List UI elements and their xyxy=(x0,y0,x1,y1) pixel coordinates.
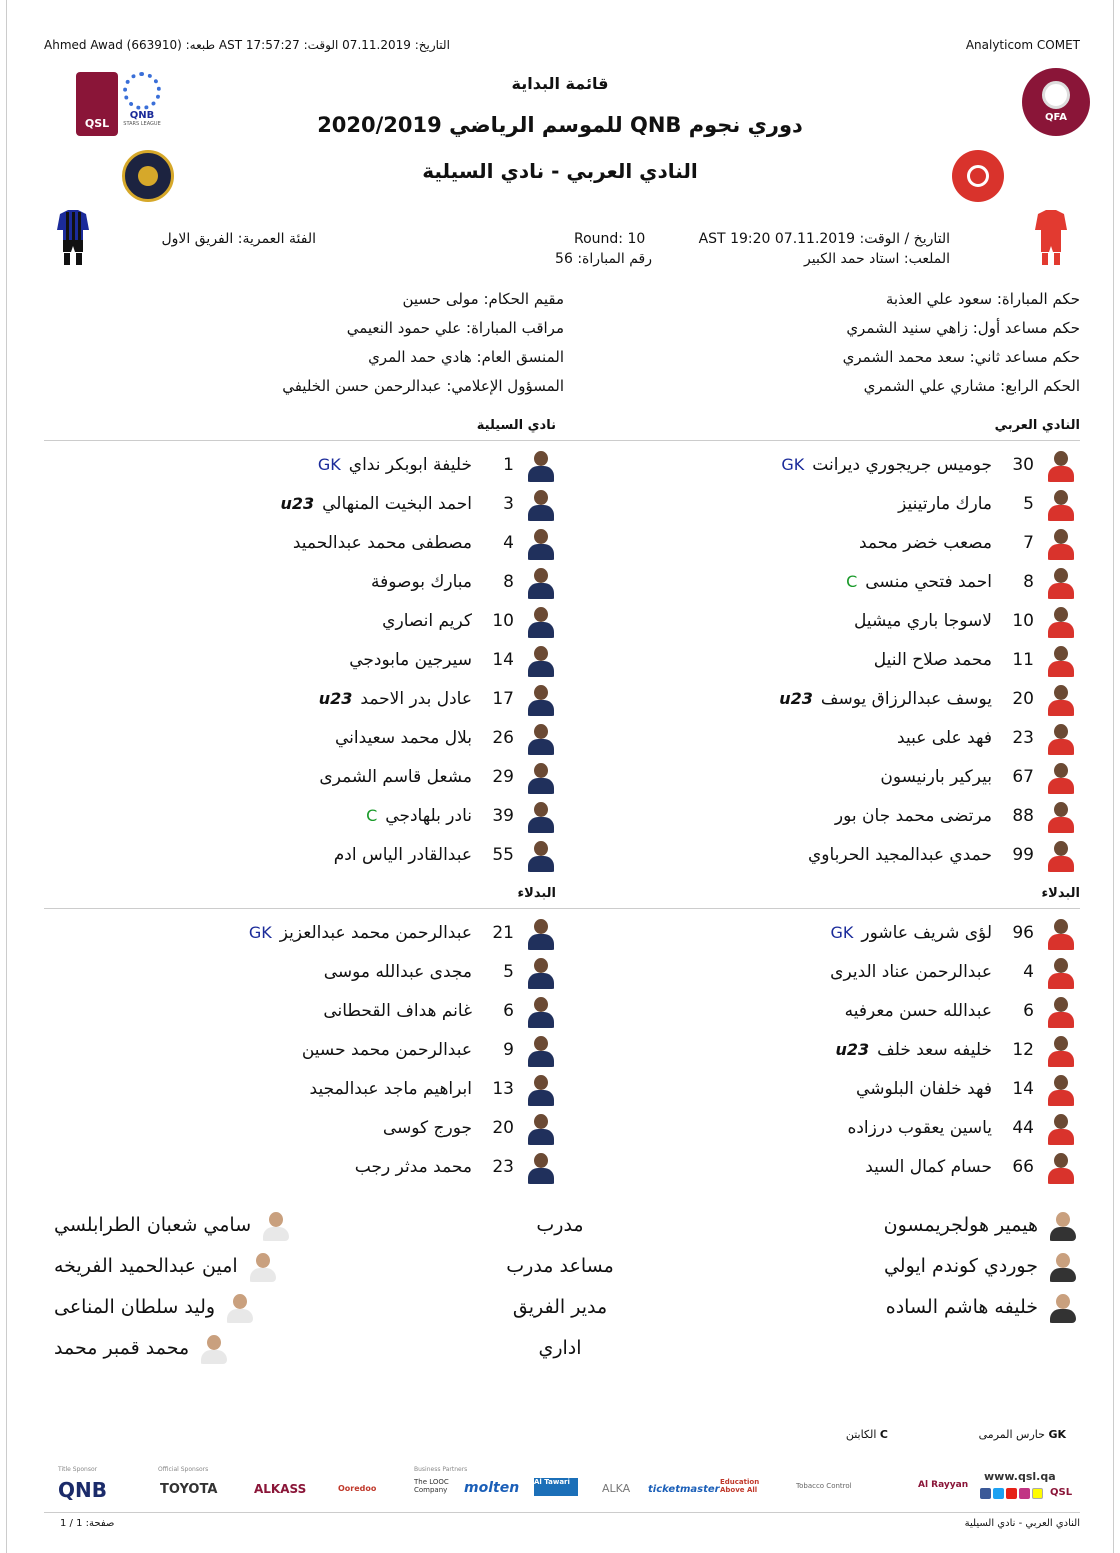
player-number: 3 xyxy=(503,493,514,514)
player-number: 13 xyxy=(492,1078,514,1099)
sponsor-qnb: QNB xyxy=(58,1478,107,1502)
age-group: الفئة العمرية: الفريق الاول xyxy=(161,231,316,247)
player-name: كريم انصاري xyxy=(382,610,472,631)
away-team-header: نادي السيلية xyxy=(476,418,556,433)
player-photo xyxy=(526,994,556,1028)
player-photo xyxy=(526,682,556,716)
divider-footer xyxy=(44,1512,1080,1513)
player-photo xyxy=(1046,448,1076,482)
official-referee: حكم المباراة: سعود علي العذبة xyxy=(885,290,1080,308)
player-name: مجدى عبدالله موسى xyxy=(323,961,472,982)
player-photo xyxy=(526,487,556,521)
player-name: عبدالقادر الياس ادم xyxy=(333,844,472,865)
player-name: لؤى شريف عاشور xyxy=(861,922,992,943)
sponsor-eaa: Education Above All xyxy=(720,1478,760,1494)
away-starters-row xyxy=(36,445,556,484)
captain-badge: C xyxy=(846,572,858,591)
player-name: نادر بلهادجي xyxy=(385,805,472,826)
player-name: خليفه سعد خلف xyxy=(877,1039,992,1060)
home-starters-row xyxy=(556,484,1076,523)
footer-match: النادي العربي - نادي السيلية xyxy=(964,1518,1080,1529)
player-number: 17 xyxy=(492,688,514,709)
player-name: حسام كمال السيد xyxy=(865,1156,992,1177)
sponsor-alka: ALKA xyxy=(602,1482,631,1495)
u23-badge: u23 xyxy=(318,689,353,708)
player-name: محمد مدثر رجب xyxy=(354,1156,472,1177)
away-starters xyxy=(36,445,556,874)
staff-roles xyxy=(460,1204,660,1368)
player-name: جورج كوسى xyxy=(382,1117,472,1138)
away-starters-row xyxy=(36,757,556,796)
player-name: عبدالرحمن محمد عبدالعزيز xyxy=(279,922,472,943)
player-number: 11 xyxy=(1012,649,1034,670)
staff-name: محمد قمبر محمد xyxy=(54,1336,190,1359)
home-subs-row xyxy=(556,1069,1076,1108)
sheet-title: قائمة البداية xyxy=(511,74,609,93)
player-photo xyxy=(526,565,556,599)
official-fourth: الحكم الرابع: مشاري علي الشمري xyxy=(863,377,1080,395)
player-photo xyxy=(1046,916,1076,950)
staff-photo xyxy=(1048,1291,1076,1323)
player-photo xyxy=(526,916,556,950)
divider-top xyxy=(44,440,1080,441)
player-number: 99 xyxy=(1012,844,1034,865)
home-subs xyxy=(556,913,1076,1186)
home-staff xyxy=(776,1204,1076,1327)
away-subs-row xyxy=(36,1147,556,1186)
player-photo xyxy=(526,1150,556,1184)
player-number: 4 xyxy=(1023,961,1034,982)
sponsor-looc: The LOOC Company xyxy=(414,1478,449,1494)
player-photo xyxy=(1046,526,1076,560)
player-number: 67 xyxy=(1012,766,1034,787)
player-photo xyxy=(1046,487,1076,521)
away-subs-row xyxy=(36,952,556,991)
legend-captain xyxy=(846,1428,888,1441)
staff-name: امين عبدالحميد الفريخه xyxy=(54,1254,238,1277)
player-photo xyxy=(526,838,556,872)
home-subs-row xyxy=(556,1108,1076,1147)
home-starters-row xyxy=(556,796,1076,835)
legend-gk xyxy=(979,1428,1066,1441)
official-assistant-1: حكم مساعد أول: زاهي سنيد الشمري xyxy=(846,319,1080,337)
player-number: 20 xyxy=(492,1117,514,1138)
home-starters-row xyxy=(556,601,1076,640)
away-starters-row xyxy=(36,640,556,679)
legend-c-label: الكابتن xyxy=(845,1428,877,1441)
qfa-logo-text: QFA xyxy=(1045,112,1067,123)
player-name: احمد البخيت المنهالي xyxy=(322,493,472,514)
official-coordinator: المنسق العام: هادي حمد المري xyxy=(368,348,564,366)
home-staff-row xyxy=(776,1204,1076,1245)
u23-badge: u23 xyxy=(835,1040,870,1059)
player-number: 26 xyxy=(492,727,514,748)
sponsor-alkass: ALKASS xyxy=(254,1482,307,1496)
home-starters xyxy=(556,445,1076,874)
player-name: غانم هداف القحطانى xyxy=(323,1000,472,1021)
match-number: رقم المباراة: 56 xyxy=(555,251,652,267)
twitter-icon xyxy=(993,1488,1004,1499)
player-name: فهد على عبيد xyxy=(897,727,992,748)
official-media: المسؤول الإعلامي: عبدالرحمن حسن الخليفي xyxy=(282,377,564,395)
away-staff-row xyxy=(44,1327,344,1368)
staff-name: جوردي كوندم ايولي xyxy=(883,1254,1038,1277)
player-photo xyxy=(526,643,556,677)
player-name: مبارك بوصوفة xyxy=(370,571,472,592)
away-staff-row xyxy=(44,1245,344,1286)
player-photo xyxy=(526,1111,556,1145)
home-starters-row xyxy=(556,523,1076,562)
player-number: 12 xyxy=(1012,1039,1034,1060)
official-sponsors-label: Official Sponsors xyxy=(158,1466,209,1473)
player-photo xyxy=(526,721,556,755)
player-photo xyxy=(1046,643,1076,677)
player-name: بلال محمد سعيداني xyxy=(335,727,472,748)
match-datetime: التاريخ / الوقت: 07.11.2019 19:20 AST xyxy=(698,231,950,247)
player-number: 6 xyxy=(1023,1000,1034,1021)
home-team-header: النادي العربي xyxy=(994,418,1080,433)
player-number: 14 xyxy=(492,649,514,670)
player-number: 7 xyxy=(1023,532,1034,553)
player-number: 20 xyxy=(1012,688,1034,709)
player-photo xyxy=(1046,721,1076,755)
player-name: عبدالرحمن عناد الديرى xyxy=(830,961,992,982)
player-photo xyxy=(1046,604,1076,638)
player-photo xyxy=(1046,682,1076,716)
player-photo xyxy=(1046,955,1076,989)
legend-gk-label: حارس المرمى xyxy=(978,1428,1045,1441)
home-starters-row xyxy=(556,718,1076,757)
sponsor-strip xyxy=(56,1466,1080,1506)
away-starters-row xyxy=(36,835,556,874)
player-number: 29 xyxy=(492,766,514,787)
home-subs-row xyxy=(556,913,1076,952)
player-photo xyxy=(526,526,556,560)
player-name: سيرجين مابودجي xyxy=(349,649,472,670)
player-photo xyxy=(1046,760,1076,794)
qsl-logo-text: QSL xyxy=(84,117,110,130)
sponsor-qsl: QSL xyxy=(1050,1487,1073,1498)
system-name: Analyticom COMET xyxy=(965,38,1080,52)
player-photo xyxy=(1046,1150,1076,1184)
away-starters-row xyxy=(36,562,556,601)
player-number: 44 xyxy=(1012,1117,1034,1138)
player-name: مصطفى محمد عبدالحميد xyxy=(292,532,472,553)
player-photo xyxy=(526,1033,556,1067)
role-team-manager: مدير الفريق xyxy=(512,1295,608,1318)
staff-name: سامي شعبان الطرابلسي xyxy=(54,1213,252,1236)
staff-photo xyxy=(225,1291,253,1323)
player-number: 10 xyxy=(1012,610,1034,631)
player-photo xyxy=(1046,799,1076,833)
player-number: 96 xyxy=(1012,922,1034,943)
player-name: محمد صلاح النيل xyxy=(873,649,992,670)
player-photo xyxy=(526,1072,556,1106)
snapchat-icon xyxy=(1032,1488,1043,1499)
player-photo xyxy=(1046,1111,1076,1145)
staff-photo xyxy=(248,1250,276,1282)
staff-name: وليد سلطان المناعى xyxy=(54,1295,216,1318)
qnb-stars-text: QNB xyxy=(129,110,155,121)
away-subs xyxy=(36,913,556,1186)
player-number: 66 xyxy=(1012,1156,1034,1177)
u23-badge: u23 xyxy=(779,689,813,708)
league-title: دوري نجوم QNB للموسم الرياضي 2020/2019 xyxy=(317,113,803,137)
captain-badge: C xyxy=(366,806,378,825)
home-subs-row xyxy=(556,1030,1076,1069)
player-number: 5 xyxy=(503,961,514,982)
goalkeeper-badge: GK xyxy=(830,923,854,942)
role-coach: مدرب xyxy=(536,1213,584,1236)
away-subs-header: البدلاء xyxy=(517,886,556,901)
staff-photo xyxy=(1048,1250,1076,1282)
player-name: احمد فتحي منسى xyxy=(865,571,992,592)
player-name: مارك مارتينيز xyxy=(898,493,992,514)
player-photo xyxy=(1046,994,1076,1028)
away-starters-row xyxy=(36,718,556,757)
player-name: عادل بدر الاحمد xyxy=(360,688,472,709)
player-number: 30 xyxy=(1012,454,1034,475)
home-kit-icon xyxy=(1034,208,1068,266)
player-number: 5 xyxy=(1023,493,1034,514)
player-name: يوسف عبدالرزاق يوسف xyxy=(820,688,992,709)
player-photo xyxy=(526,448,556,482)
goalkeeper-badge: GK xyxy=(781,455,805,474)
player-name: ياسين يعقوب درزاده xyxy=(847,1117,992,1138)
away-starters-row xyxy=(36,523,556,562)
player-name: مشعل قاسم الشمرى xyxy=(319,766,472,787)
player-number: 14 xyxy=(1012,1078,1034,1099)
qnb-stars-sub: STARS LEAGUE xyxy=(123,121,161,127)
away-starters-row xyxy=(36,484,556,523)
home-staff-row xyxy=(776,1286,1076,1327)
sponsor-ooredoo: Ooredoo xyxy=(338,1484,377,1493)
away-subs-row xyxy=(36,1108,556,1147)
official-assistant-2: حكم مساعد ثاني: سعد محمد الشمري xyxy=(842,348,1080,366)
away-starters-row xyxy=(36,601,556,640)
footer-page: صفحة: 1 / 1 xyxy=(60,1518,115,1529)
home-subs-row xyxy=(556,991,1076,1030)
goalkeeper-badge: GK xyxy=(317,455,341,474)
player-name: عبدالرحمن محمد حسين xyxy=(301,1039,472,1060)
player-photo xyxy=(526,760,556,794)
home-subs-header: البدلاء xyxy=(1041,886,1080,901)
sponsor-molten: molten xyxy=(464,1480,520,1496)
player-name: حمدي عبدالمجيد الحرباوي xyxy=(807,844,992,865)
away-subs-row xyxy=(36,1030,556,1069)
instagram-icon xyxy=(1019,1488,1030,1499)
player-name: بيركير بارنيسون xyxy=(880,766,992,787)
role-assistant-coach: مساعد مدرب xyxy=(506,1254,614,1277)
official-assessor: مقيم الحكام: مولى حسين xyxy=(402,290,564,308)
player-number: 1 xyxy=(503,454,514,475)
player-name: لاسوجا باري ميشيل xyxy=(853,610,992,631)
home-starters-row xyxy=(556,562,1076,601)
away-starters-row xyxy=(36,796,556,835)
player-photo xyxy=(526,799,556,833)
player-photo xyxy=(1046,1033,1076,1067)
player-name: مصعب خضر محمد xyxy=(858,532,992,553)
player-number: 21 xyxy=(492,922,514,943)
home-subs-row xyxy=(556,1147,1076,1186)
away-subs-row xyxy=(36,1069,556,1108)
divider-subs xyxy=(44,908,1080,909)
away-kit-icon xyxy=(56,208,90,266)
player-name: خليفة ابوبكر نداي xyxy=(348,454,472,475)
away-subs-row xyxy=(36,991,556,1030)
u23-badge: u23 xyxy=(280,494,315,513)
player-number: 4 xyxy=(503,532,514,553)
staff-photo xyxy=(1048,1209,1076,1241)
home-starters-row xyxy=(556,445,1076,484)
sponsor-altawari: Al Tawari xyxy=(534,1478,578,1496)
round: Round: 10 xyxy=(574,231,646,247)
player-number: 23 xyxy=(1012,727,1034,748)
home-starters-row xyxy=(556,679,1076,718)
away-starters-row xyxy=(36,679,556,718)
staff-name: خليفه هاشم الساده xyxy=(885,1295,1038,1318)
player-number: 8 xyxy=(503,571,514,592)
player-number: 88 xyxy=(1012,805,1034,826)
home-starters-row xyxy=(556,835,1076,874)
youtube-icon xyxy=(1006,1488,1017,1499)
player-name: ابراهيم ماجد عبدالمجيد xyxy=(309,1078,472,1099)
player-photo xyxy=(1046,838,1076,872)
staff-photo xyxy=(199,1332,227,1364)
player-number: 9 xyxy=(503,1039,514,1060)
home-subs-row xyxy=(556,952,1076,991)
role-administrator: اداري xyxy=(538,1336,582,1359)
business-partners-label: Business Partners xyxy=(414,1466,468,1473)
player-name: جوميس جريجوري ديرانت xyxy=(812,454,992,475)
player-number: 8 xyxy=(1023,571,1034,592)
player-number: 39 xyxy=(492,805,514,826)
player-photo xyxy=(526,604,556,638)
stadium: الملعب: استاد حمد الكبير xyxy=(804,251,950,267)
official-commissioner: مراقب المباراة: علي حمود النعيمي xyxy=(346,319,564,337)
home-starters-row xyxy=(556,640,1076,679)
player-name: مرتضى محمد جان بور xyxy=(834,805,992,826)
away-staff-row xyxy=(44,1204,344,1245)
player-number: 10 xyxy=(492,610,514,631)
sponsor-alrayyan: Al Rayyan xyxy=(918,1480,969,1490)
sponsor-ticketmaster: ticketmaster xyxy=(648,1484,720,1495)
player-name: فهد خلفان البلوشي xyxy=(856,1078,992,1099)
sponsor-toyota: TOYOTA xyxy=(160,1482,218,1497)
player-photo xyxy=(1046,565,1076,599)
staff-name: هيمير هولجريمسون xyxy=(883,1213,1038,1236)
home-starters-row xyxy=(556,757,1076,796)
away-subs-row xyxy=(36,913,556,952)
legend-c-symbol: C xyxy=(879,1428,888,1441)
sponsor-website: www.qsl.qa xyxy=(984,1470,1056,1483)
away-staff xyxy=(44,1204,344,1368)
staff-photo xyxy=(261,1209,289,1241)
print-info: التاريخ: 07.11.2019 الوقت: 17:57:27 AST طبعه: Ahmed Awad (663910) xyxy=(44,38,450,52)
home-staff-row xyxy=(776,1245,1076,1286)
officials-right xyxy=(680,290,1080,406)
title-sponsor-label: Title Sponsor xyxy=(58,1466,98,1473)
legend-gk-symbol: GK xyxy=(1048,1428,1066,1441)
player-number: 55 xyxy=(492,844,514,865)
player-photo xyxy=(1046,1072,1076,1106)
match-title: النادي العربي - نادي السيلية xyxy=(422,159,698,183)
social-icons xyxy=(980,1488,1043,1499)
facebook-icon xyxy=(980,1488,991,1499)
sponsor-tobacco: Tobacco Control xyxy=(796,1482,852,1490)
player-number: 6 xyxy=(503,1000,514,1021)
officials-left xyxy=(164,290,564,406)
goalkeeper-badge: GK xyxy=(248,923,272,942)
player-photo xyxy=(526,955,556,989)
away-staff-row xyxy=(44,1286,344,1327)
player-number: 23 xyxy=(492,1156,514,1177)
player-name: عبدالله حسن معرفيه xyxy=(844,1000,992,1021)
